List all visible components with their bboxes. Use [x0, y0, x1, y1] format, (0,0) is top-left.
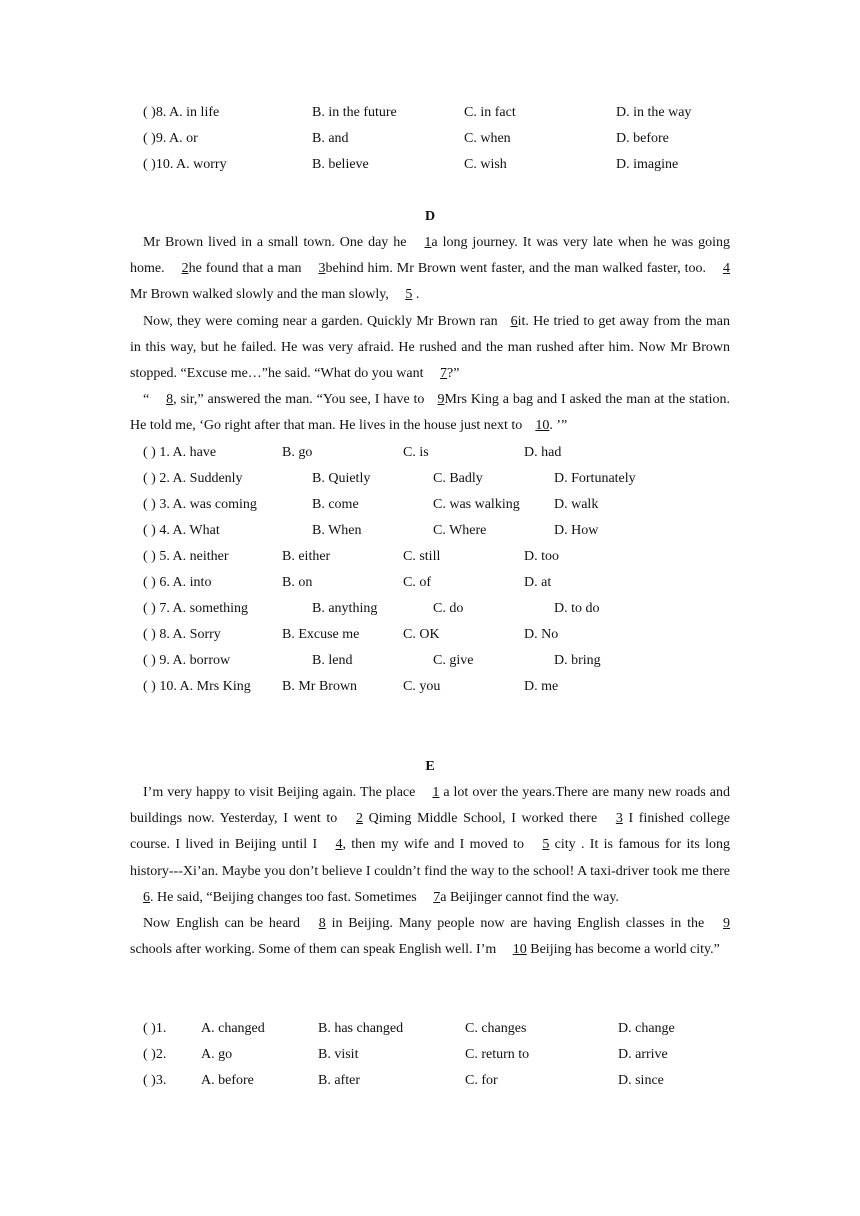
option-b: B. come — [312, 497, 359, 512]
blank: 6 — [510, 313, 518, 329]
blank: 9 — [723, 916, 731, 932]
option-d: D. before — [616, 131, 669, 146]
option-b: B. either — [282, 549, 331, 564]
blank: 3 — [318, 261, 326, 277]
passage-paragraph: Now, they were coming near a garden. Quickly Mr Brown ran6it. He tried to get away from the man in this way, but he failed. He was very afraid. He rushed and the man rushed after him. Now Mr Brown stopped. “Excuse me…”he said. “What do you want 7?” — [130, 309, 730, 388]
option-b: B. When — [312, 523, 362, 538]
option-a: A. changed — [201, 1021, 265, 1036]
option-b: B. anything — [312, 601, 378, 616]
question-number-option-a: ( ) 2. A. Suddenly — [143, 471, 243, 486]
option-c: C. wish — [464, 157, 507, 172]
option-d: D. arrive — [618, 1047, 668, 1062]
option-d: D. imagine — [616, 157, 679, 172]
option-c: C. for — [465, 1073, 498, 1088]
option-d: D. me — [524, 679, 559, 694]
option-c: C. is — [403, 445, 429, 460]
option-d: D. too — [524, 549, 559, 564]
option-c: C. return to — [465, 1047, 530, 1062]
option-d: D. to do — [554, 601, 600, 616]
question-number: ( )2. — [143, 1047, 167, 1062]
blank: 3 — [615, 811, 623, 827]
question-number-option-a: ( )8. A. in life — [143, 105, 220, 120]
option-b: B. Quietly — [312, 471, 371, 486]
option-c: C. you — [403, 679, 441, 694]
option-d: D. since — [618, 1073, 664, 1088]
option-b: B. has changed — [318, 1021, 404, 1036]
question-number-option-a: ( ) 4. A. What — [143, 523, 220, 538]
section-heading-d: D — [424, 209, 436, 224]
option-d: D. Fortunately — [554, 471, 636, 486]
question-number-option-a: ( ) 1. A. have — [143, 445, 217, 460]
passage-paragraph: Now English can be heard 8 in Beijing. Many people now are having English classes in the 9 schools after working. Some of them can speak English well. I’m 10 Beijing has become a world city.” — [130, 911, 730, 963]
option-d: D. No — [524, 627, 559, 642]
option-d: D. had — [524, 445, 562, 460]
option-c: C. changes — [465, 1021, 527, 1036]
option-b: B. visit — [318, 1047, 359, 1062]
option-d: D. in the way — [616, 105, 692, 120]
option-c: C. of — [403, 575, 431, 590]
passage-paragraph: “ 8, sir,” answered the man. “You see, I have to9Mrs King a bag and I asked the man at the station. He told me, ‘Go right after that man. He lives in the house just next to10. ’” — [130, 387, 730, 439]
passage-paragraph: Mr Brown lived in a small town. One day he 1a long journey. It was very late when he was going home. 2he found that a man 3behind him. Mr Brown went faster, and the man walked faster, too. 4 Mr Brown walked slowly and the man slowly, 5 . — [130, 230, 730, 309]
passage-d — [130, 230, 730, 440]
option-c: C. when — [464, 131, 511, 146]
question-number-option-a: ( ) 6. A. into — [143, 575, 212, 590]
option-b: B. in the future — [312, 105, 397, 120]
option-c: C. Where — [433, 523, 487, 538]
question-number-option-a: ( ) 10. A. Mrs King — [143, 679, 251, 694]
option-d: D. change — [618, 1021, 675, 1036]
passage-e — [130, 780, 730, 963]
question-number: ( )1. — [143, 1021, 167, 1036]
blank: 2 — [355, 811, 363, 827]
blank: 7 — [440, 366, 448, 382]
blank: 7 — [433, 889, 441, 905]
blank: 4 — [335, 837, 343, 853]
option-b: B. believe — [312, 157, 369, 172]
option-a: A. go — [201, 1047, 233, 1062]
blank: 10 — [512, 942, 527, 958]
option-b: B. after — [318, 1073, 360, 1088]
option-b: B. on — [282, 575, 313, 590]
blank: 5 — [542, 837, 550, 853]
blank: 4 — [723, 261, 730, 277]
blank: 6 — [143, 889, 150, 905]
option-b: B. lend — [312, 653, 353, 668]
blank: 10 — [535, 418, 550, 434]
option-c: C. Badly — [433, 471, 483, 486]
option-b: B. go — [282, 445, 313, 460]
blank: 8 — [318, 916, 326, 932]
option-d: D. at — [524, 575, 552, 590]
option-c: C. still — [403, 549, 441, 564]
option-d: D. How — [554, 523, 599, 538]
question-number-option-a: ( ) 3. A. was coming — [143, 497, 257, 512]
question-number-option-a: ( ) 5. A. neither — [143, 549, 229, 564]
option-c: C. give — [433, 653, 474, 668]
question-number-option-a: ( ) 7. A. something — [143, 601, 248, 616]
option-c: C. OK — [403, 627, 440, 642]
question-number: ( )3. — [143, 1073, 167, 1088]
option-b: B. and — [312, 131, 349, 146]
question-number-option-a: ( ) 9. A. borrow — [143, 653, 231, 668]
section-heading-e: E — [425, 759, 435, 774]
option-a: A. before — [201, 1073, 254, 1088]
option-c: C. do — [433, 601, 464, 616]
blank: 9 — [437, 392, 445, 408]
passage-paragraph: I’m very happy to visit Beijing again. The place 1 a lot over the years.There are many new roads and buildings now. Yesterday, I went to 2 Qiming Middle School, I worked there 3 I finished college course. I lived in Beijing until I 4, then my wife and I moved to 5 city . It is famous for its long history---Xi’an. Maybe you don’t believe I couldn’t find the way to the school! A taxi-driver took me there 6. He said, “Beijing changes too fast. Sometimes 7a Beijinger cannot find the way. — [130, 780, 730, 911]
blank: 2 — [181, 261, 189, 277]
question-number-option-a: ( )10. A. worry — [143, 157, 227, 172]
question-number-option-a: ( ) 8. A. Sorry — [143, 627, 221, 642]
option-d: D. bring — [554, 653, 601, 668]
option-c: C. was walking — [433, 497, 520, 512]
blank: 8 — [166, 392, 174, 408]
blank: 1 — [432, 785, 440, 800]
option-b: B. Excuse me — [282, 627, 360, 642]
option-b: B. Mr Brown — [282, 679, 358, 694]
blank: 5 — [405, 287, 413, 303]
option-c: C. in fact — [464, 105, 516, 120]
option-d: D. walk — [554, 497, 599, 512]
question-number-option-a: ( )9. A. or — [143, 131, 198, 146]
blank: 1 — [424, 235, 432, 250]
